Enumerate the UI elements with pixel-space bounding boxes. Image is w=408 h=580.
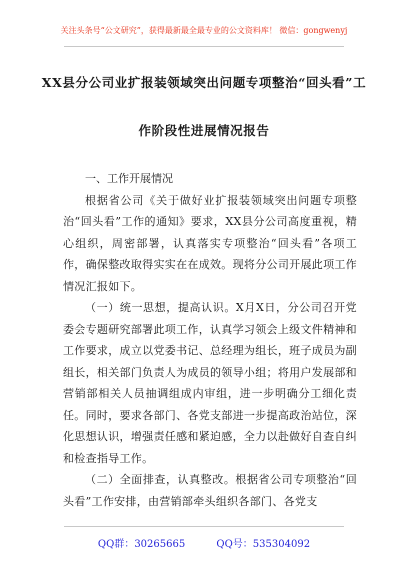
section-heading: 一、工作开展情况 [85, 172, 173, 185]
header-banner: 关注头条号“公文研究”，获得最新最全最专业的公文资料库！ 微信：gongwenyj [60, 26, 348, 35]
footer-qq-number: QQ号：535304092 [216, 539, 311, 550]
paragraph-full-inspection: （二）全面排查，认真整改。根据省公司专项整治“回头看”工作安排，由营销部牵头组织各部门、各党支 [63, 473, 357, 508]
footer-qq-group: QQ群：30265665 [97, 539, 186, 550]
paragraph-unify-thinking: （一）统一思想，提高认识。X月X日，分公司召开党委会专题研究部署此项工作，认真学习领会上级文件精神和工作要求，成立以党委书记、总经理为组长，班子成员为副组长，相关部门负责人为成员的领导小组；将用户发展部和营销部相关人员抽调组成内审组，进一步明确分工细化责任。同时，要求各部门、各党支部进一步提高政治站位，深化思想认识，增强责任感和紧迫感，全力以赴做好自查自纠和检查指导工作。 [63, 301, 357, 465]
footer-divider [64, 526, 344, 527]
header-divider [64, 46, 344, 47]
document-title-line-2: 作阶段性进展情况报告 [138, 123, 270, 138]
document-body [63, 168, 357, 512]
footer-contact [0, 535, 408, 550]
paragraph-intro: 根据省公司《关于做好业扩报装领域突出问题专项整治“回头看”工作的通知》要求，XX县分公司高度重视，精心组织，周密部署，认真落实专项整治“回头看”各项工作，确保整改取得实实在在成效。现将分公司开展此项工作情况汇报如下。 [63, 193, 357, 293]
document-title-line-1: XX县分公司业扩报装领域突出问题专项整治“回头看”工 [41, 75, 367, 90]
